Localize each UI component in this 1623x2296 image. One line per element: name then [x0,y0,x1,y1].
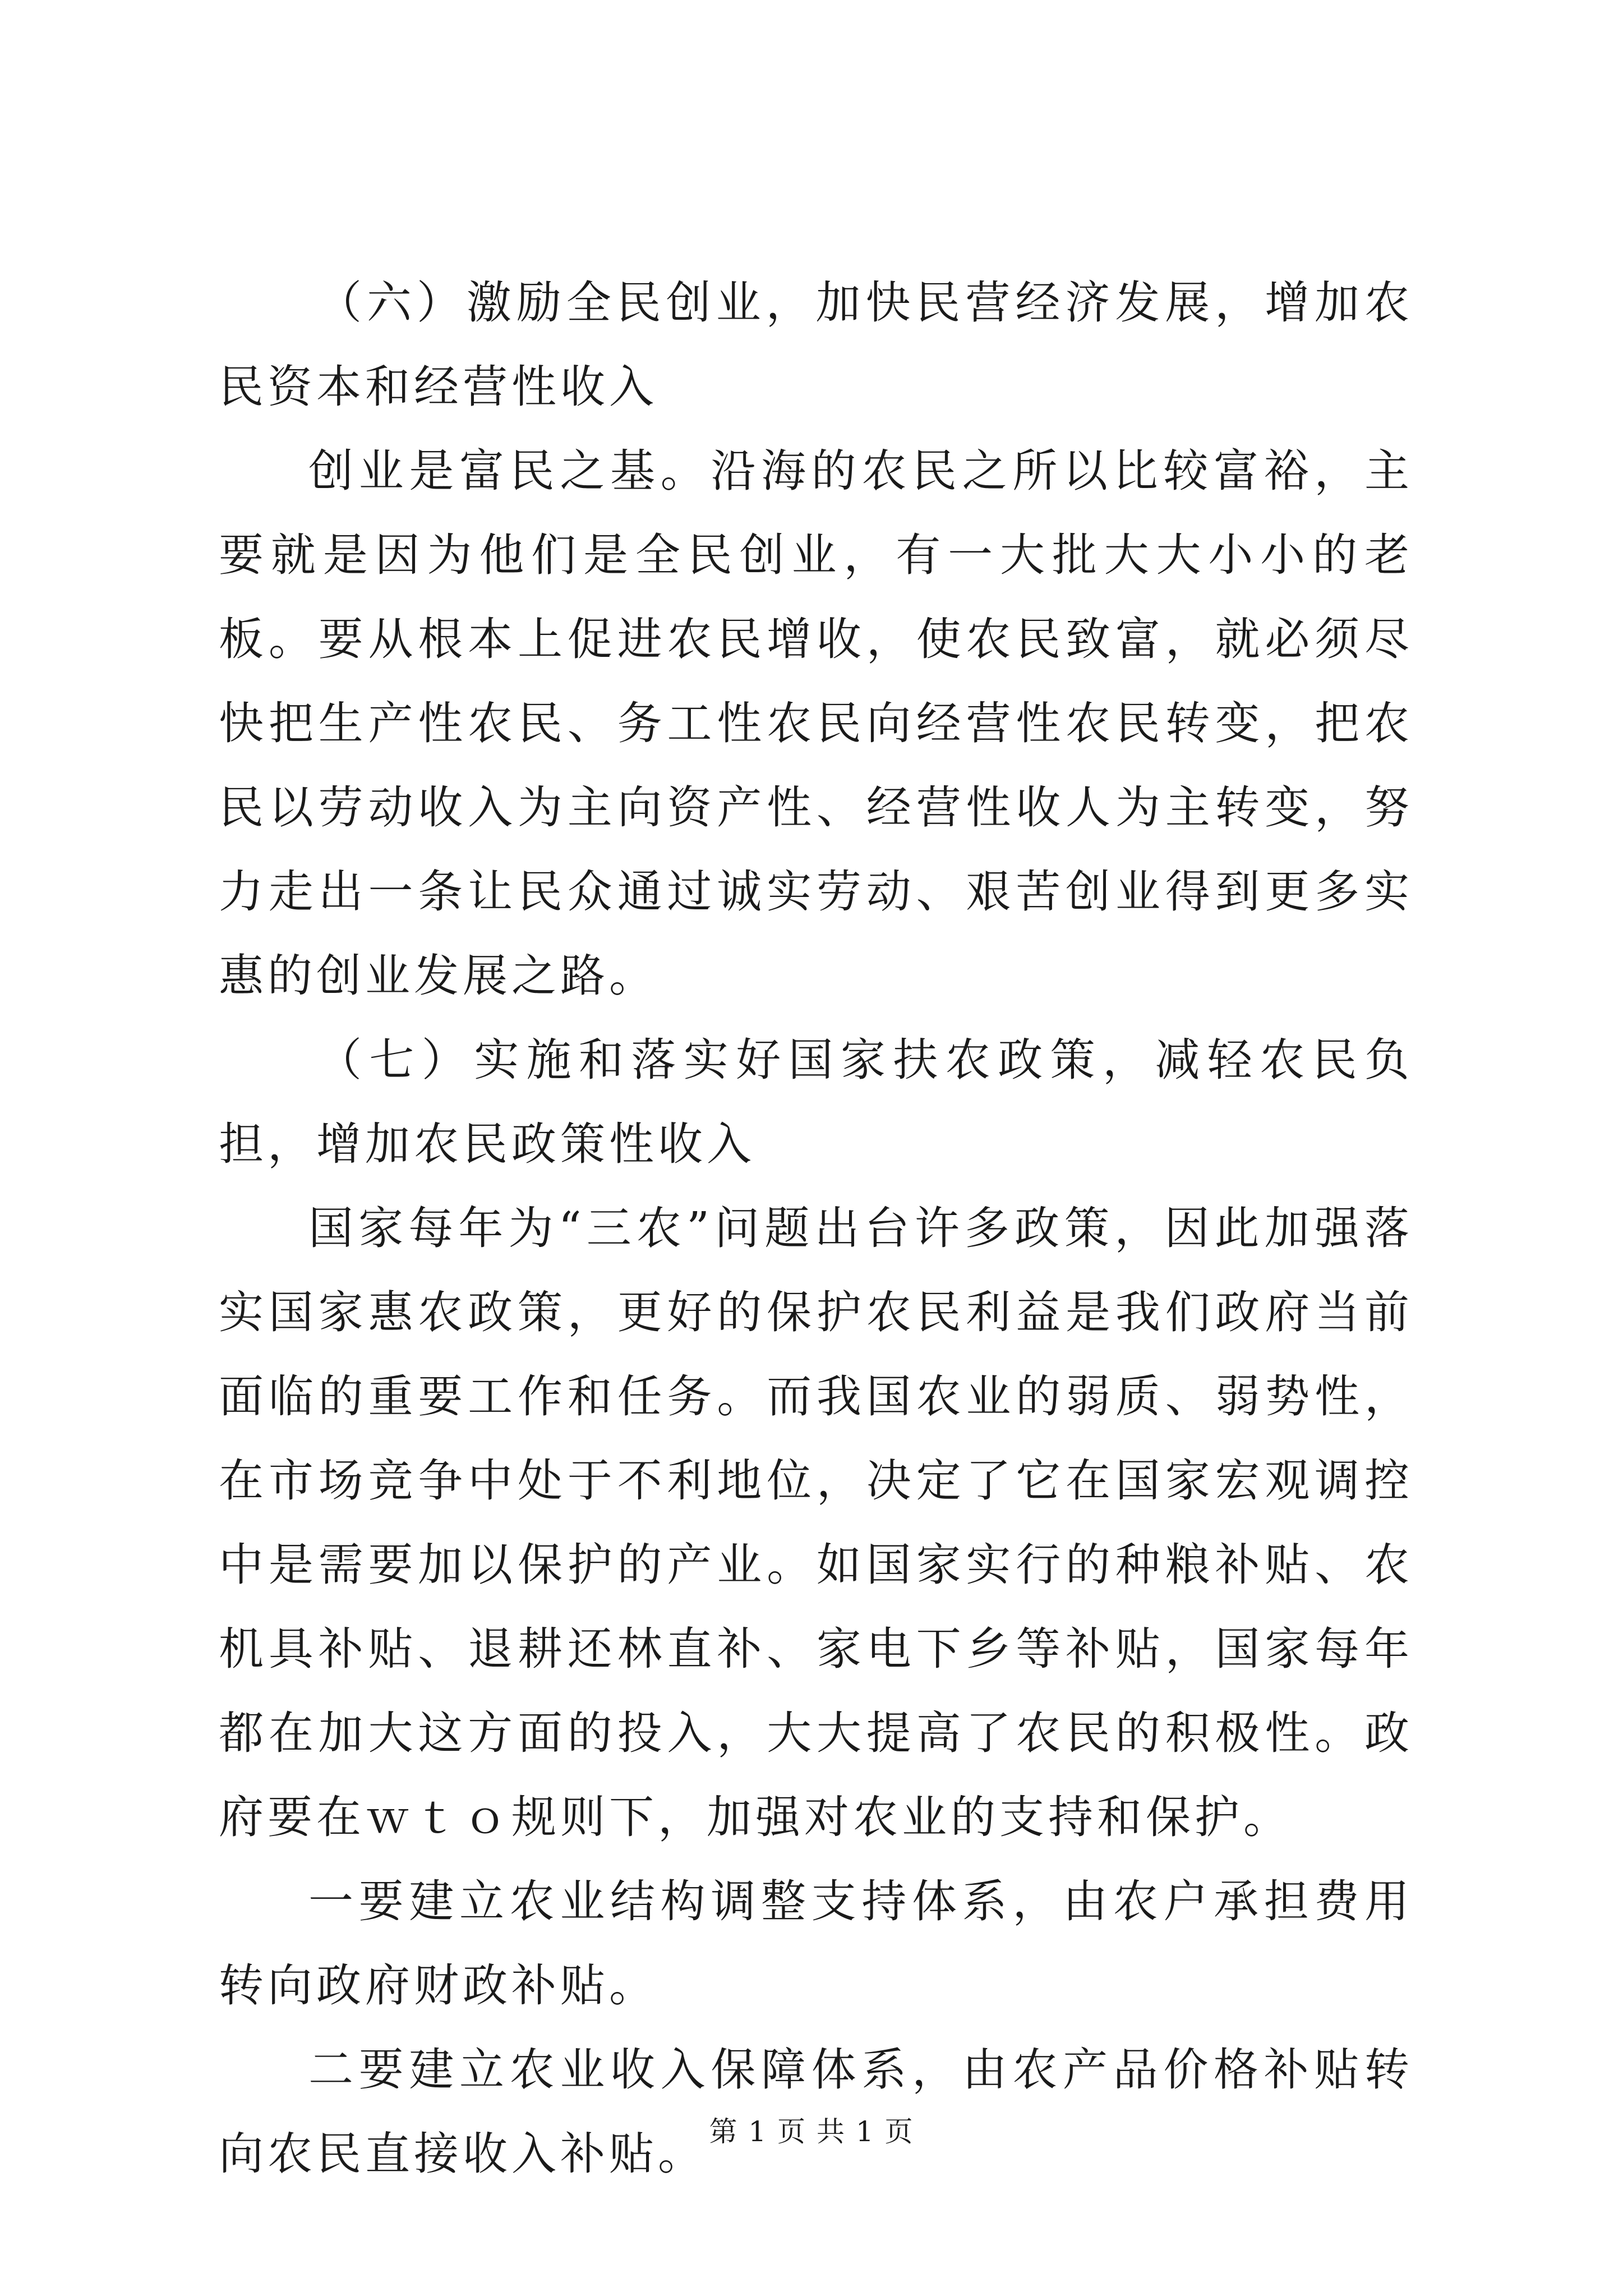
paragraph-point-two: 二要建立农业收入保障体系，由农产品价格补贴转向农民直接收入补贴。 [219,2044,1413,2180]
document-body [219,261,1413,2196]
section-heading-seven: （七）实施和落实好国家扶农政策，减轻农民负担，增加农民政策性收入 [219,1034,1413,1170]
section-heading-six: （六）激励全民创业，加快民营经济发展，增加农民资本和经营性收入 [219,277,1413,413]
paragraph-policy: 国家每年为“三农”问题出台许多政策，因此加强落实国家惠农政策，更好的保护农民利益是我们政府当前面临的重要工作和任务。而我国农业的弱质、弱势性，在市场竞争中处于不利地位，决定了它在国家宏观调控中是需要加以保护的产业。如国家实行的种粮补贴、农机具补贴、退耕还林直补、家电下乡等补贴，国家每年都在加大这方面的投入，大大提高了农民的积极性。政府要在ｗｔｏ规则下，加强对农业的支持和保护。 [219,1202,1413,1843]
paragraph-point-one: 一要建立农业结构调整支持体系，由农户承担费用转向政府财政补贴。 [219,1875,1413,2012]
page-number-footer: 第 1 页 共 1 页 [709,2115,914,2148]
paragraph-entrepreneurship: 创业是富民之基。沿海的农民之所以比较富裕，主要就是因为他们是全民创业，有一大批大大小小的老板。要从根本上促进农民增收，使农民致富，就必须尽快把生产性农民、务工性农民向经营性农民转变，把农民以劳动收入为主向资产性、经营性收人为主转变，努力走出一条让民众通过诚实劳动、艰苦创业得到更多实惠的创业发展之路。 [219,445,1413,1002]
